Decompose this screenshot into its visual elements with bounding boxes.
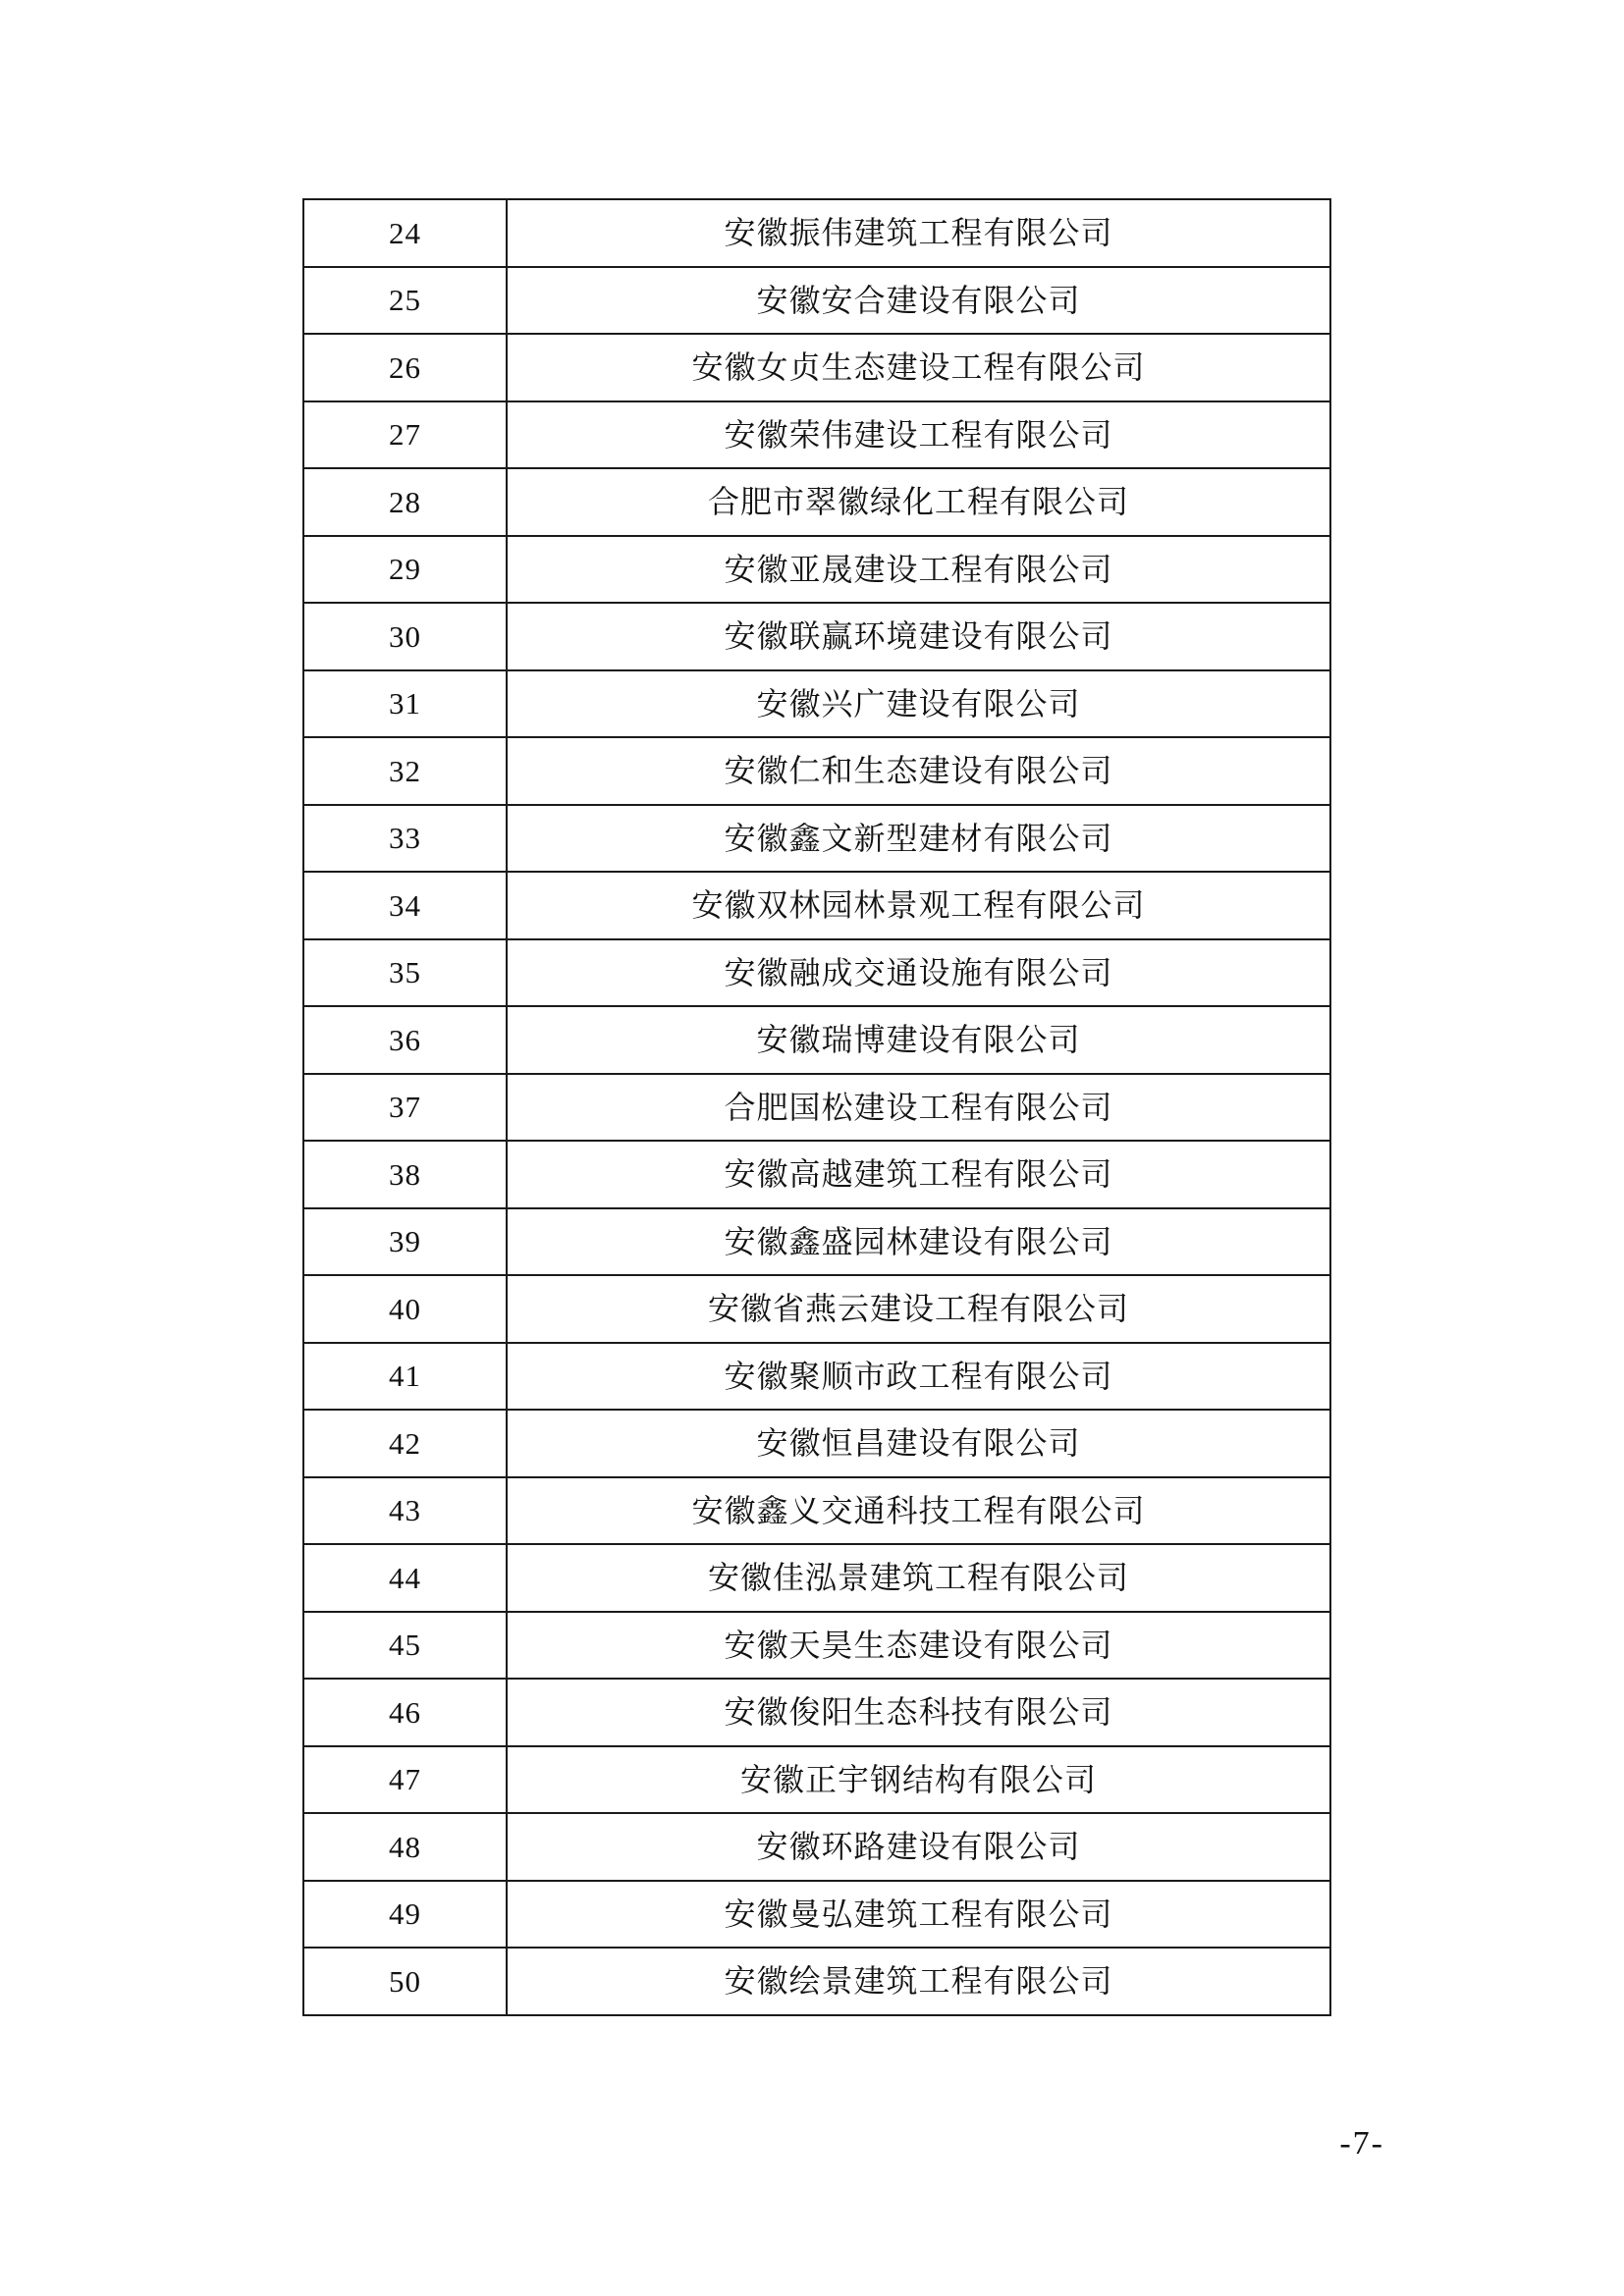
row-number-cell: 24 [303,199,507,267]
company-name-cell: 安徽双林园林景观工程有限公司 [507,872,1330,939]
row-number-cell: 26 [303,334,507,401]
company-name-cell: 安徽荣伟建设工程有限公司 [507,401,1330,469]
table-row [303,737,1330,805]
row-number-cell: 30 [303,603,507,670]
row-number-cell: 25 [303,267,507,335]
table-row [303,1275,1330,1343]
row-number-cell: 31 [303,670,507,738]
table-row [303,1746,1330,1814]
row-number-cell: 45 [303,1612,507,1680]
table-row [303,939,1330,1007]
table-row [303,805,1330,873]
company-name-cell: 安徽绘景建筑工程有限公司 [507,1948,1330,2015]
row-number-cell: 41 [303,1343,507,1411]
company-name-cell: 安徽女贞生态建设工程有限公司 [507,334,1330,401]
company-name-cell: 安徽安合建设有限公司 [507,267,1330,335]
table-row [303,1544,1330,1612]
row-number-cell: 38 [303,1141,507,1208]
row-number-cell: 33 [303,805,507,873]
row-number-cell: 49 [303,1881,507,1949]
company-list-table [302,198,1331,2016]
table-row [303,1410,1330,1477]
company-name-cell: 安徽天昊生态建设有限公司 [507,1612,1330,1680]
table-row [303,334,1330,401]
table-row [303,603,1330,670]
company-name-cell: 安徽振伟建筑工程有限公司 [507,199,1330,267]
company-name-cell: 安徽鑫义交通科技工程有限公司 [507,1477,1330,1545]
row-number-cell: 42 [303,1410,507,1477]
company-name-cell: 安徽恒昌建设有限公司 [507,1410,1330,1477]
company-name-cell: 安徽高越建筑工程有限公司 [507,1141,1330,1208]
row-number-cell: 47 [303,1746,507,1814]
company-name-cell: 安徽聚顺市政工程有限公司 [507,1343,1330,1411]
table-row [303,1881,1330,1949]
company-name-cell: 合肥国松建设工程有限公司 [507,1074,1330,1142]
row-number-cell: 32 [303,737,507,805]
row-number-cell: 37 [303,1074,507,1142]
company-name-cell: 安徽正宇钢结构有限公司 [507,1746,1330,1814]
company-name-cell: 合肥市翠徽绿化工程有限公司 [507,468,1330,536]
table-row [303,1343,1330,1411]
table-row [303,536,1330,604]
row-number-cell: 44 [303,1544,507,1612]
table-row [303,1006,1330,1074]
company-name-cell: 安徽亚晟建设工程有限公司 [507,536,1330,604]
company-name-cell: 安徽鑫盛园林建设有限公司 [507,1208,1330,1276]
row-number-cell: 48 [303,1813,507,1881]
company-name-cell: 安徽鑫文新型建材有限公司 [507,805,1330,873]
row-number-cell: 39 [303,1208,507,1276]
row-number-cell: 50 [303,1948,507,2015]
page-number: -7- [1339,2125,1384,2162]
company-name-cell: 安徽瑞博建设有限公司 [507,1006,1330,1074]
table-row [303,1948,1330,2015]
table-row [303,1813,1330,1881]
table-row [303,468,1330,536]
row-number-cell: 35 [303,939,507,1007]
company-name-cell: 安徽省燕云建设工程有限公司 [507,1275,1330,1343]
row-number-cell: 46 [303,1679,507,1746]
row-number-cell: 40 [303,1275,507,1343]
table-row [303,1477,1330,1545]
table-row [303,1679,1330,1746]
company-name-cell: 安徽环路建设有限公司 [507,1813,1330,1881]
table-row [303,670,1330,738]
row-number-cell: 34 [303,872,507,939]
table-row [303,1141,1330,1208]
company-name-cell: 安徽联赢环境建设有限公司 [507,603,1330,670]
table-row [303,1074,1330,1142]
company-name-cell: 安徽俊阳生态科技有限公司 [507,1679,1330,1746]
table-row [303,1208,1330,1276]
table-row [303,199,1330,267]
row-number-cell: 29 [303,536,507,604]
table-body [303,199,1330,2015]
table-row [303,872,1330,939]
company-name-cell: 安徽融成交通设施有限公司 [507,939,1330,1007]
row-number-cell: 36 [303,1006,507,1074]
company-name-cell: 安徽兴广建设有限公司 [507,670,1330,738]
table-row [303,267,1330,335]
company-name-cell: 安徽佳泓景建筑工程有限公司 [507,1544,1330,1612]
row-number-cell: 28 [303,468,507,536]
company-name-cell: 安徽仁和生态建设有限公司 [507,737,1330,805]
table-row [303,1612,1330,1680]
table-row [303,401,1330,469]
row-number-cell: 27 [303,401,507,469]
company-name-cell: 安徽曼弘建筑工程有限公司 [507,1881,1330,1949]
row-number-cell: 43 [303,1477,507,1545]
